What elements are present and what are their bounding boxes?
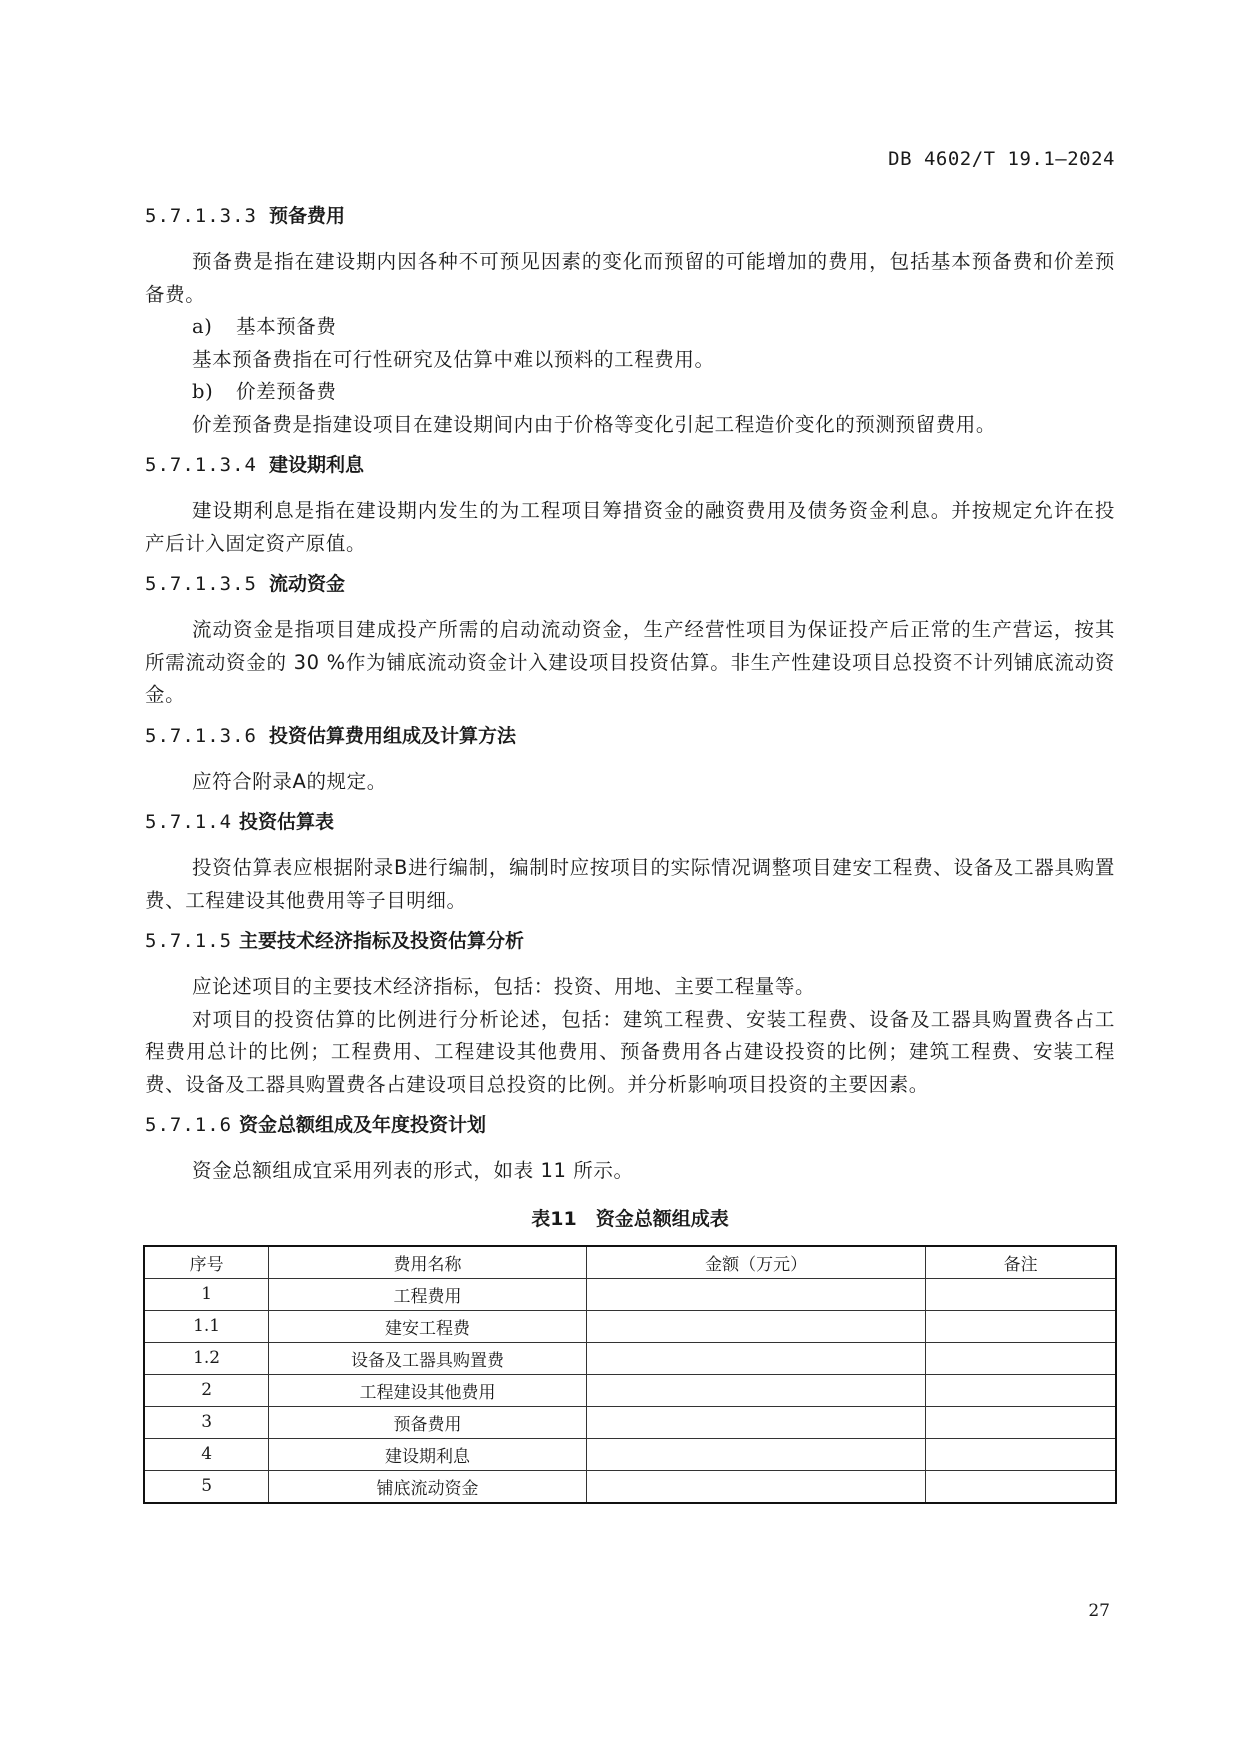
section-heading — [145, 200, 1115, 232]
list-item-title: 价差预备费 — [236, 380, 337, 403]
list-label: b) — [192, 380, 214, 403]
table-row — [144, 1406, 1116, 1438]
list-item — [145, 311, 1115, 344]
section-heading — [145, 925, 1115, 957]
paragraph: 投资估算表应根据附录B进行编制，编制时应按项目的实际情况调整项目建安工程费、设备及工器具购置费、工程建设其他费用等子目明细。 — [145, 856, 1115, 912]
table-cell: 建设期利息 — [269, 1438, 587, 1470]
table-cell: 1.2 — [144, 1342, 269, 1374]
table-cell — [586, 1406, 926, 1438]
paragraph: 对项目的投资估算的比例进行分析论述，包括：建筑工程费、安装工程费、设备及工器具购置费各占工程费用总计的比例；工程费用、工程建设其他费用、预备费用各占建设投资的比例；建筑工程费、安装工程费、设备及工器具购置费各占建设项目总投资的比例。并分析影响项目投资的主要因素。 — [145, 1007, 1115, 1096]
paragraph: 资金总额组成宜采用列表的形式，如表 11 所示。 — [192, 1159, 634, 1182]
table-cell — [926, 1438, 1116, 1470]
table-cell — [586, 1470, 926, 1503]
table-cell: 铺底流动资金 — [269, 1470, 587, 1503]
standard-code: DB 4602/T 19.1—2024 — [888, 148, 1115, 170]
section-title: 主要技术经济指标及投资估算分析 — [239, 930, 525, 952]
table-cell — [926, 1470, 1116, 1503]
table-cell: 5 — [144, 1470, 269, 1503]
section-title: 预备费用 — [269, 205, 346, 227]
table-cell — [586, 1278, 926, 1310]
table-cell — [926, 1406, 1116, 1438]
table-row — [144, 1438, 1116, 1470]
column-header: 费用名称 — [269, 1246, 587, 1279]
section-title: 投资估算表 — [239, 811, 335, 833]
section-title: 投资估算费用组成及计算方法 — [269, 724, 517, 747]
table-cell — [926, 1278, 1116, 1310]
table-cell: 预备费用 — [269, 1406, 587, 1438]
section-heading — [145, 568, 1115, 600]
table-row — [144, 1470, 1116, 1503]
table-header-row — [144, 1246, 1116, 1279]
section-heading — [145, 1109, 1115, 1141]
table-cell — [926, 1310, 1116, 1342]
section-heading — [145, 449, 1115, 481]
list-item — [145, 376, 1115, 409]
paragraph: 价差预备费是指建设项目在建设期间内由于价格等变化引起工程造价变化的预测预留费用。 — [192, 412, 997, 436]
table-cell — [586, 1310, 926, 1342]
section-number: 5.7.1.3.5 — [145, 573, 257, 595]
table-cell: 4 — [144, 1438, 269, 1470]
table-cell: 工程费用 — [269, 1278, 587, 1310]
table-cell: 1 — [144, 1278, 269, 1310]
column-header: 金额（万元） — [586, 1246, 926, 1279]
section-number: 5.7.1.3.3 — [145, 205, 257, 227]
list-item-title: 基本预备费 — [236, 315, 337, 338]
section-heading — [145, 806, 1115, 838]
page-number: 27 — [1088, 1601, 1110, 1621]
list-label: a) — [192, 315, 213, 338]
section-number: 5.7.1.5 — [145, 930, 233, 952]
table-cell: 3 — [144, 1406, 269, 1438]
table-cell — [586, 1342, 926, 1374]
table-cell — [586, 1374, 926, 1406]
section-number: 5.7.1.6 — [145, 1114, 233, 1136]
table-cell: 1.1 — [144, 1310, 269, 1342]
paragraph: 应论述项目的主要技术经济指标，包括：投资、用地、主要工程量等。 — [192, 975, 816, 998]
table-cell — [586, 1438, 926, 1470]
table-cell — [926, 1342, 1116, 1374]
section-title: 建设期利息 — [269, 454, 365, 476]
section-number: 5.7.1.4 — [145, 811, 233, 833]
main-content — [145, 200, 1115, 1504]
table-row — [144, 1342, 1116, 1374]
table-cell: 2 — [144, 1374, 269, 1406]
table-cell — [926, 1374, 1116, 1406]
section-number: 5.7.1.3.4 — [145, 454, 257, 476]
paragraph: 应符合附录A的规定。 — [192, 769, 387, 793]
table-row — [144, 1278, 1116, 1310]
paragraph: 流动资金是指项目建成投产所需的启动流动资金，生产经营性项目为保证投产后正常的生产营运，按其所需流动资金的 30 %作为铺底流动资金计入建设项目投资估算。非生产性建设项目总投资不计列铺底流动资金。 — [145, 618, 1115, 706]
column-header: 序号 — [144, 1246, 269, 1279]
table-row — [144, 1310, 1116, 1342]
table-cell: 设备及工器具购置费 — [269, 1342, 587, 1374]
fund-composition-table — [143, 1245, 1117, 1504]
table-row — [144, 1374, 1116, 1406]
section-title: 资金总额组成及年度投资计划 — [239, 1114, 487, 1136]
paragraph: 基本预备费指在可行性研究及估算中难以预料的工程费用。 — [192, 347, 715, 371]
paragraph: 预备费是指在建设期内因各种不可预见因素的变化而预留的可能增加的费用，包括基本预备费和价差预备费。 — [145, 250, 1115, 306]
paragraph: 建设期利息是指在建设期内发生的为工程项目筹措资金的融资费用及债务资金利息。并按规定允许在投产后计入固定资产原值。 — [145, 499, 1115, 555]
column-header: 备注 — [926, 1246, 1116, 1279]
section-heading — [145, 720, 1115, 752]
table-caption: 表11 资金总额组成表 — [531, 1207, 729, 1230]
section-number: 5.7.1.3.6 — [145, 724, 257, 747]
table-cell: 工程建设其他费用 — [269, 1374, 587, 1406]
table-cell: 建安工程费 — [269, 1310, 587, 1342]
section-title: 流动资金 — [269, 573, 346, 595]
